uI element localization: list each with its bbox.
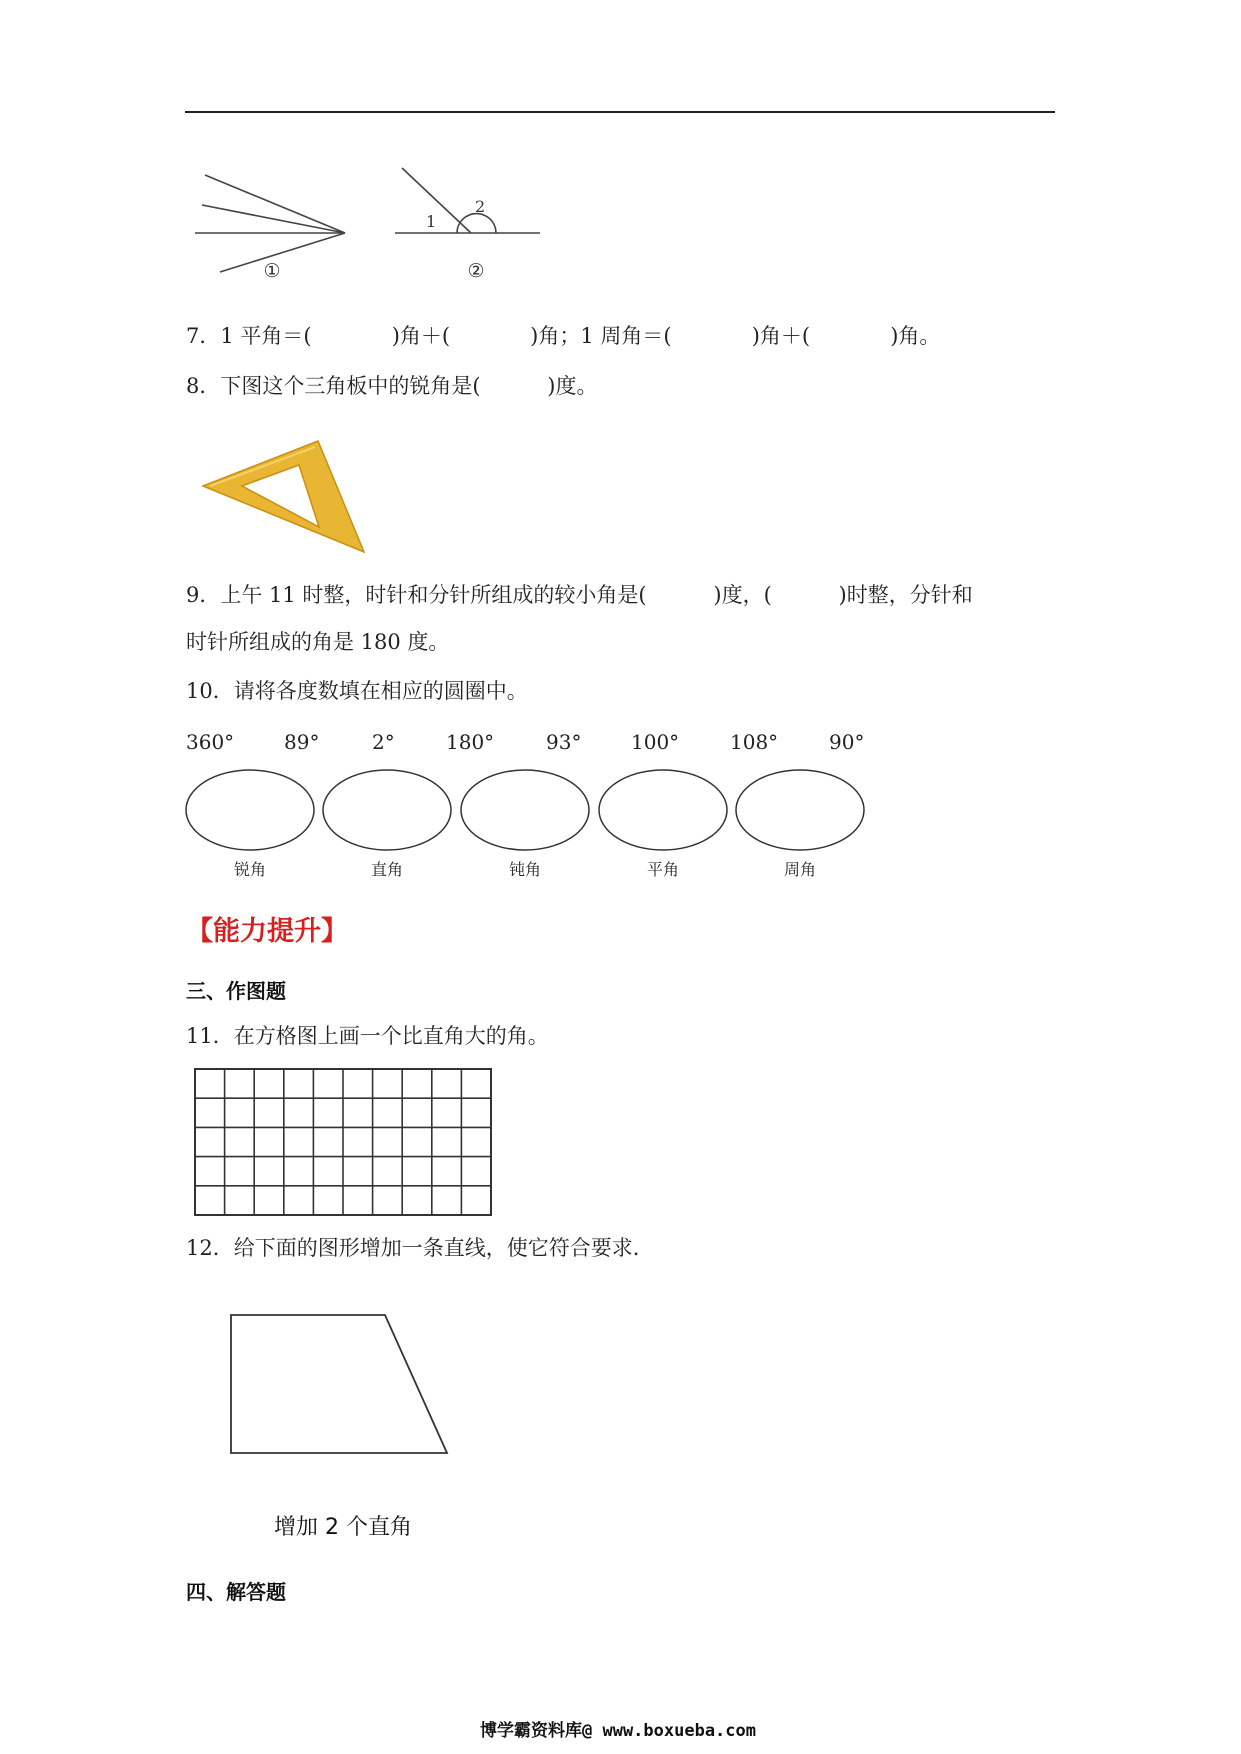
degree-option: 100° [631,730,680,754]
square-grid[interactable] [194,1068,494,1218]
degree-option: 93° [546,730,582,754]
question-9-line-1: 9．上午 11 时整，时针和分针所组成的较小角是( )度，( )时整，分针和 [186,583,973,607]
question-9-line-2: 时针所组成的角是 180 度。 [186,630,450,654]
figure1-ray-2 [202,205,345,233]
question-8: 8．下图这个三角板中的锐角是( )度。 [186,374,598,398]
section-4-heading: 四、解答题 [186,1580,286,1604]
question-11: 11．在方格图上画一个比直角大的角。 [186,1024,549,1048]
question-7: 7．1 平角＝( )角＋( )角；1 周角＝( )角＋( )角。 [186,324,941,348]
oval-label-acute: 锐角 [233,860,266,879]
figure1-label: ① [263,260,281,282]
figure1-ray-1 [205,175,345,233]
figure2-label: ② [467,260,485,282]
oval-obtuse[interactable] [461,770,589,850]
section-ability-heading: 【能力提升】 [186,916,348,947]
question-12: 12．给下面的图形增加一条直线，使它符合要求. [186,1236,640,1260]
angle-figures [180,160,560,290]
degree-option: 89° [284,730,320,754]
oval-label-right: 直角 [370,860,403,879]
trapezoid-figure[interactable] [225,1310,455,1460]
oval-full[interactable] [736,770,864,850]
section-3-heading: 三、作图题 [186,979,286,1003]
trapezoid-caption: 增加 2 个直角 [274,1515,412,1540]
degree-option: 180° [446,730,495,754]
oval-label-full: 周角 [783,860,816,879]
question-10: 10．请将各度数填在相应的圆圈中。 [186,679,528,703]
oval-straight[interactable] [599,770,727,850]
angle-type-ovals [180,768,880,858]
angle-1-number: 1 [426,212,437,231]
trapezoid-outline [231,1315,447,1453]
degree-option: 90° [829,730,865,754]
triangle-ruler [200,438,370,558]
footer-watermark: 博学霸资料库@ www.boxueba.com [480,1721,756,1741]
oval-label-obtuse: 钝角 [508,860,541,879]
figure1-ray-4 [220,233,345,272]
degree-option: 2° [372,730,395,754]
oval-acute[interactable] [186,770,314,850]
header-rule [185,111,1055,113]
oval-right[interactable] [323,770,451,850]
degree-option: 360° [186,730,235,754]
angle-2-number: 2 [475,197,486,216]
degree-option: 108° [730,730,779,754]
figure2-angle-arc [457,214,496,233]
oval-label-straight: 平角 [646,860,679,879]
figure2-ray [402,168,471,233]
